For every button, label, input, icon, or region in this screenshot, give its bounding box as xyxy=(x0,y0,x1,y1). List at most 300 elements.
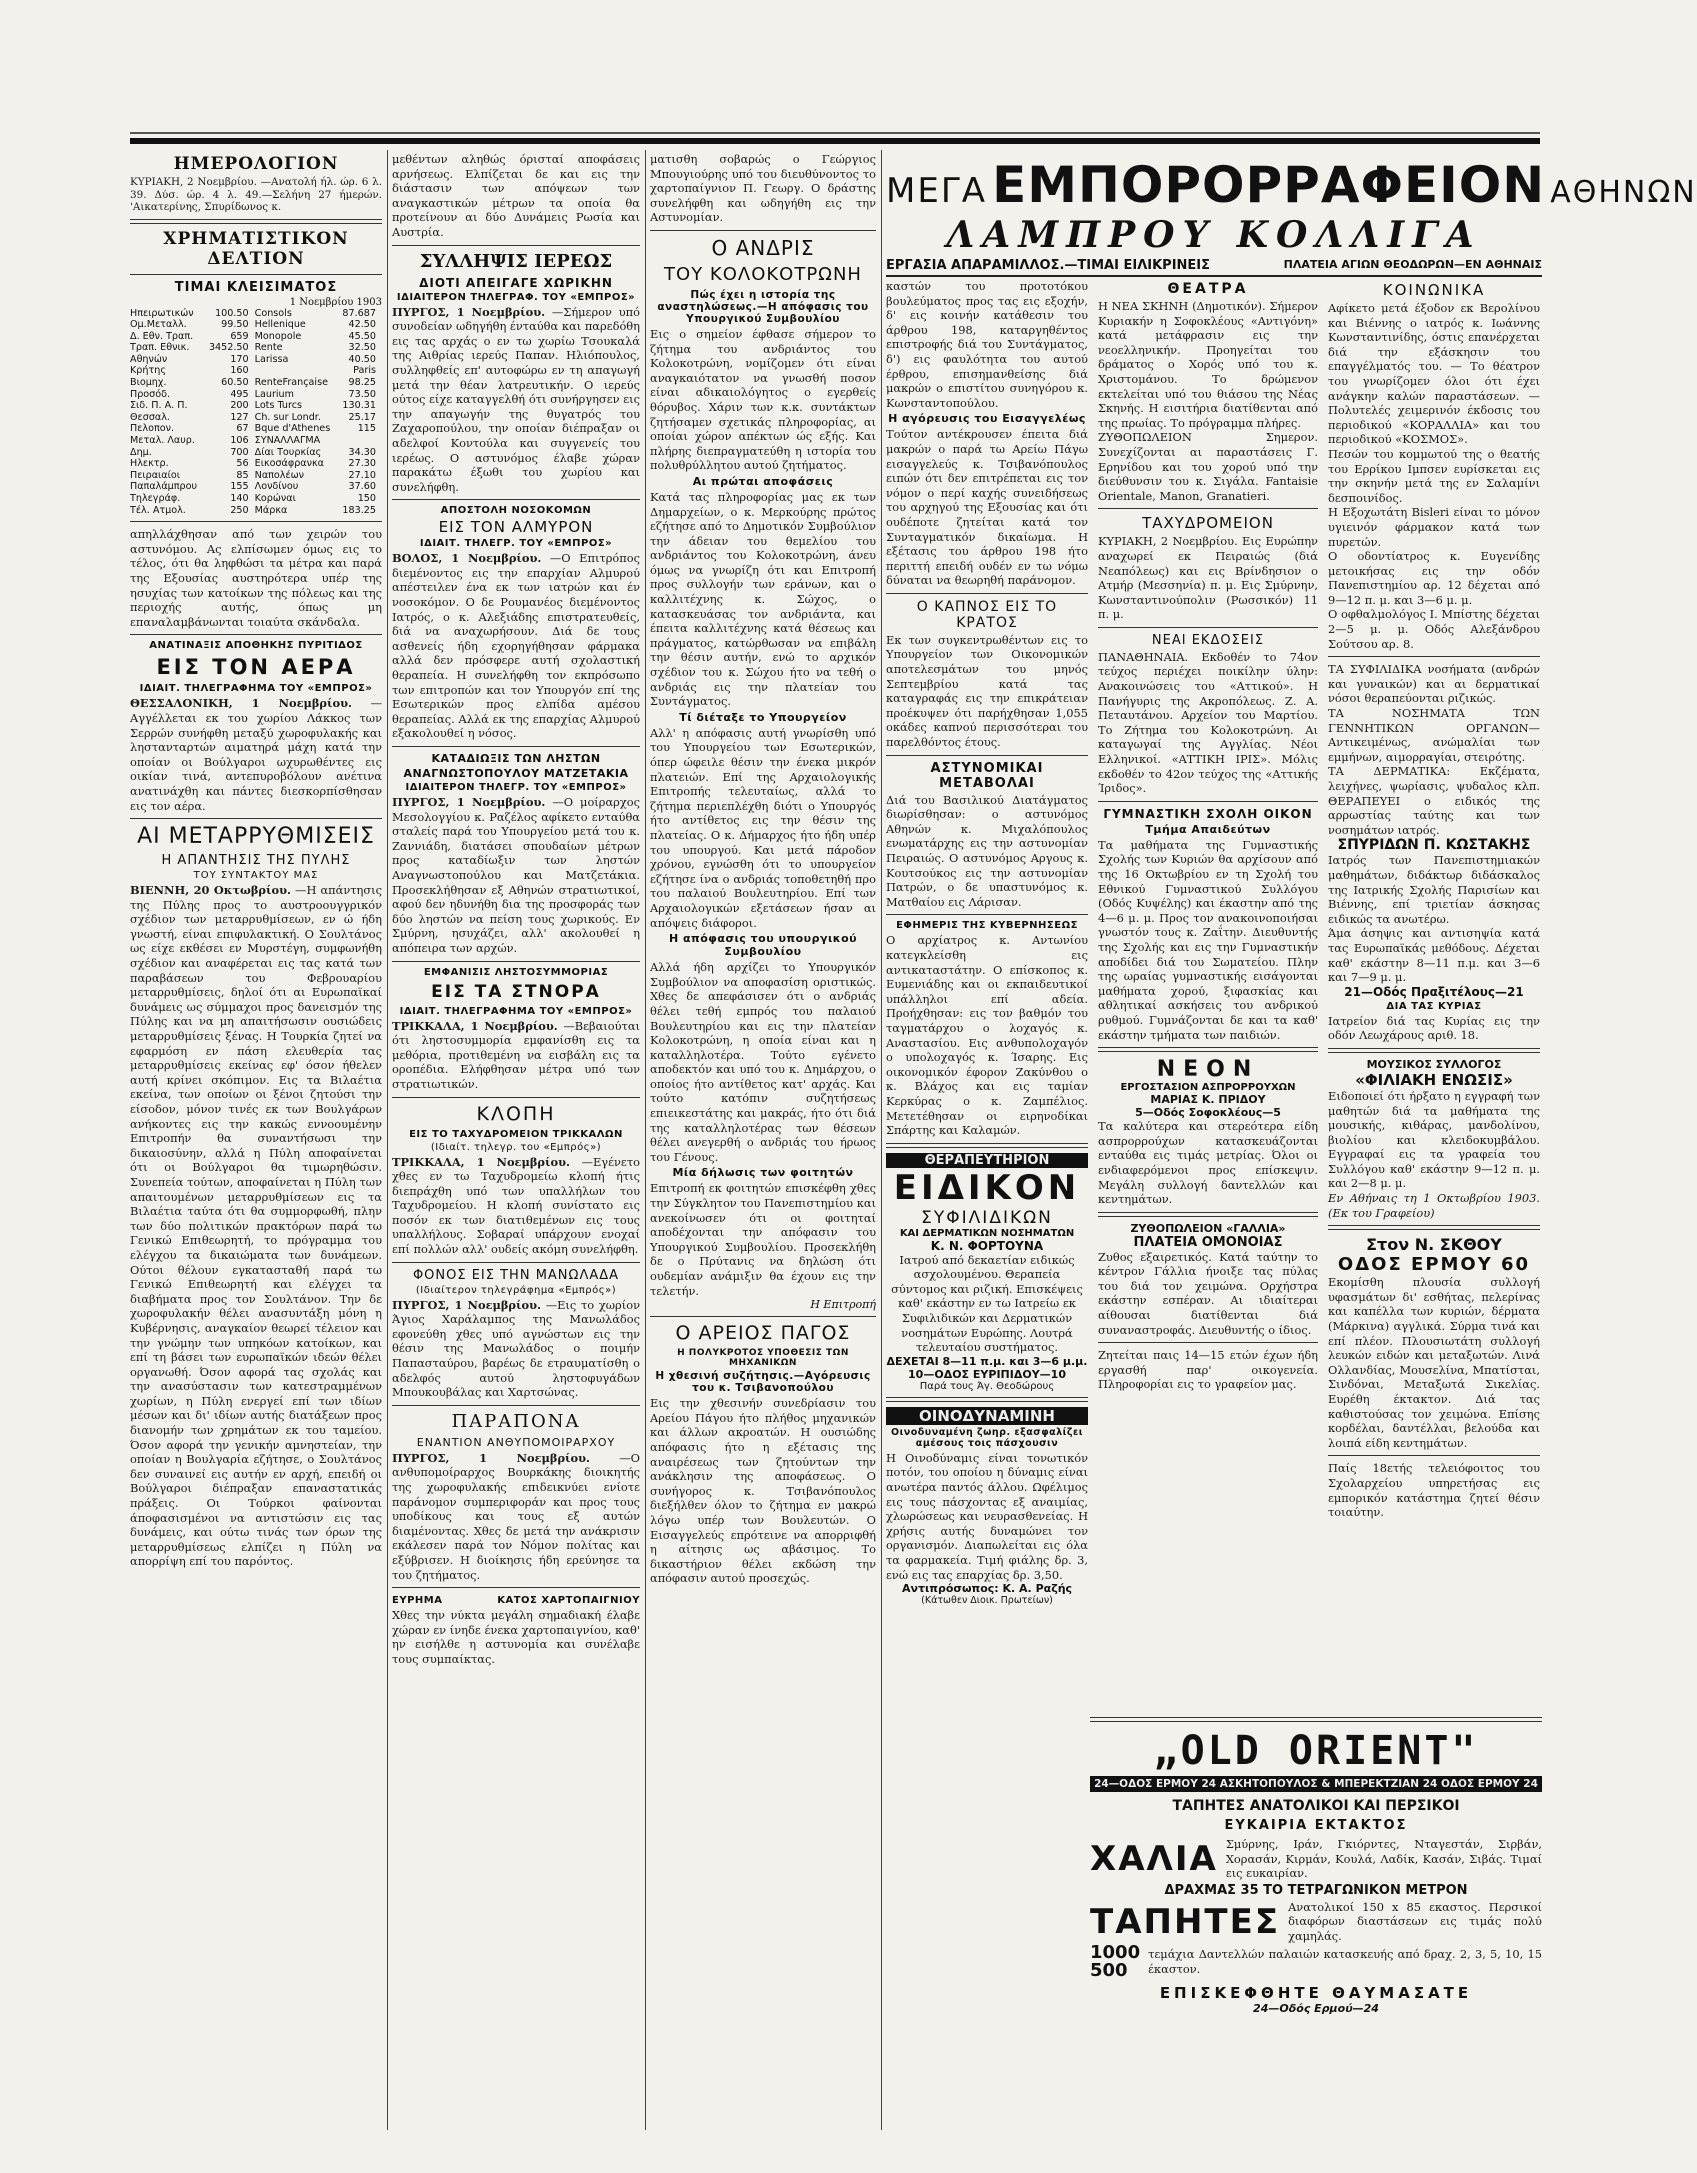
article-text: Αλλά ήδη αρχίζει το Υπουργικόν Συμβούλιον να αποφασίση οριστικώς. Χθες δε απεφάσισεν ότι ο ανδριάς θέλει τεθή εμπρός του παλαιού Βουλευτηρίου και εις την πλατείαν Κολοκοτρώνη, η οποία είναι και η καταλληλοτέρα. Τούτο εγένετο αποδεκτόν και υπό του κ. Δημάρχου, ο οποίος ήτο αντίθετος κατ' αρχάς. Και τούτο κατόπιν συζητήσεως επιεικεστάτης και μακράς, ήτο ότι διά της καταλληλοτέρας των θέσεων θέλει ανεγερθή ο ανδριάς του ήρωος του Γένους. xyxy=(650,960,876,1164)
ad-title: ΟΙΝΟΔΥΝΑΜΙΝΗ xyxy=(886,1407,1088,1425)
divider xyxy=(392,961,640,962)
headline: ΑΝΑΓΝΩΣΤΟΠΟΥΛΟΥ ΜΑΤΖΕΤΑΚΙΑ xyxy=(403,767,629,780)
dateline: ΤΡΙΚΚΑΛΑ, 1 Νοεμβρίου. xyxy=(392,1018,558,1033)
ad-text: Τα καλύτερα και στερεότερα είδη ασπρορρούχων κατασκευάζονται ενταύθα εις τιμάς μετρίας. Όλοι οι ενδιαφερόμενοι προς επίσκεψιν. Μεγάλη συλλογή δαντελλών και κεντημάτων. xyxy=(1098,1119,1318,1207)
article-text: Επιτροπή εκ φοιτητών επισκέφθη χθες την Σύγκλητον του Πανεπιστημίου και ανεκοίνωσεν ότι οι φοιτηταί αποδέχονται την απόφασιν του Υπουργικού Συμβουλίου. Προσεκλήθη δε ο Πρύτανις να δηλώση ότι ουδεμίαν ανάμιξιν θα έχουν εις την τελετήν. xyxy=(650,1181,876,1298)
advertisement-clinic xyxy=(886,1153,1088,1392)
advertisement-old-orient xyxy=(1090,1712,1542,2015)
headline: ΤΑΧΥΔΡΟΜΕΙΟΝ xyxy=(1142,514,1274,533)
subheadline: ΙΔΙΑΙΤ. ΤΗΛΕΓΡΑΦΗΜΑ ΤΟΥ «ΕΜΠΡΟΣ» xyxy=(139,683,373,695)
headline: ΚΛΟΠΗ xyxy=(476,1102,556,1125)
headline: ΔΙΟΤΙ ΑΠΕΙΓΑΓΕ ΧΩΡΙΚΗΝ xyxy=(419,275,613,290)
article-text: ματισθη σοβαρώς ο Γεώργιος Μπουγιούρης υπό του διευθύνοντος το χαρτοπαίγνιον Π. Γεωργ. Ο δράστης συνελήφθη και ωδηγήθη εις την Αστυνομίαν. xyxy=(650,152,876,225)
divider xyxy=(130,521,382,522)
divider xyxy=(1328,656,1540,657)
ad-row xyxy=(1090,1900,1542,1944)
article-text: Ιατρός των Πανεπιστημιακών μαθημάτων, διδάκτωρ διδάσκαλος της Ιατρικής Σχολής Παρισίων και Βιέννης, επί τριετίαν άσκησας ειδικώς τα ανωτέρω. xyxy=(1328,853,1540,926)
headline: ΚΑΤΟΣ ΧΑΡΤΟΠΑΙΓΝΙΟΥ xyxy=(497,1595,640,1607)
column-rule xyxy=(881,150,882,2130)
price-cell: 130.31 xyxy=(342,400,376,412)
price-cell: Μεταλ. Λαυρ. xyxy=(130,435,195,447)
ad-title: ΜΟΥΣΙΚΟΣ ΣΥΛΛΟΓΟΣ xyxy=(1366,1057,1502,1071)
divider xyxy=(886,1143,1088,1148)
prices-table xyxy=(130,308,382,517)
article-text: —Ο Επιτρόπος διεμένοντος εις την επαρχίαν Αλμυρού απέστειλεν ένα εκ των ιατρών και έν νοσοκόμον. Ο δε Ρουμανέος διεμένοντος Ιατρός, ο κ. Αλεξιάδης επιστρατευθείς, διά να αναχωρήσουν. Διά δε τους ασθενείς ήδη εχορηγήθησαν φάρμακα αλλά δεν πρόσφερε αυτή σχολαστική θεραπεία. Η συνελήφθη τον εκπρόσωπο των επιτροπών και τον Υπουργόν επί της Εσωτερικών προς ελπίδα αμέσου θεραπείας. Αλλά εκ της επαρχίας Αλμυρού εξακολουθεί η νόσος. xyxy=(392,551,641,741)
price-row xyxy=(130,505,382,517)
price-cell: 115 xyxy=(357,423,376,435)
article-text: ΤΑ ΣΥΦΙΛΙΔΙΚΑ νοσήματα (ανδρών και γυναικών) και αι δερματικαί νόσοι θεραπεύονται ριζικώς. xyxy=(1328,662,1540,706)
price-row xyxy=(130,400,382,412)
column-4 xyxy=(886,152,1697,2015)
article-text: Πεσών του κομμωτού της ο θεατής του Ερρίκου Ιμπσεν ευρίσκεται εις την σκηνήν μετά της εν Σαλαμίνι δεσποινίδος. xyxy=(1328,446,1540,505)
top-rule-thin xyxy=(130,132,1540,134)
article-text: μεθέντων αληθώς όρισταί αποφάσεις αρνήσεως. Ελπίζεται δε και εις την διάστασιν των απόψεων των αναγκαστικών μέτρων τα οποία θα προτείνουν αι δύο Δυνάμεις Ρωσία και Αυστρία. xyxy=(392,152,640,239)
advertisement-linen xyxy=(1098,1057,1318,1207)
ad-title: ΤΑΠΗΤΕΣ xyxy=(1090,1901,1281,1942)
article-text: Η ΝΕΑ ΣΚΗΝΗ (Δημοτικόν). Σήμερον Κυριακήν η Σοφοκλέους «Αντιγόνη» κατά μετάφρασιν εις την νεοελληνικήν. Προηγείται του δράματος ο Χορός υπό του κ. Χριστομάνου. Το δρώμενον εκτελείται υπό του θιάσου της Νέας Σκηνής. Η εισιτήρια διατίθενται από της πρωίας. Το πρόγραμμα πλήρες. xyxy=(1098,299,1318,430)
ad-address: 24—ΟΔΟΣ ΕΡΜΟΥ 24 ΑΣΚΗΤΟΠΟΥΛΟΣ & ΜΠΕΡΕΚΤΖΙΑΝ 24 ΟΔΟΣ ΕΡΜΟΥ 24 xyxy=(1090,1776,1542,1792)
price-cell: 200 xyxy=(230,400,249,412)
price-cell: Rente xyxy=(254,342,283,354)
ad-title: „OLD ORIENT" xyxy=(1153,1728,1479,1774)
price-cell: 98.25 xyxy=(348,377,376,389)
column-3 xyxy=(650,152,876,1586)
ad-text: Η Οινοδύναμις είναι τονωτικόν ποτόν, του οποίου η δύναμις είναι ανωτέρα παντός άλλου. Ωφέλιμος εις τους πάσχοντας εξ αναιμίας, χλωρώσεως και νευρασθενείας. Η χρήσις αυτής δυναμώνει τον οργανισμόν. Διαπωλείται εις όλα τα φαρμακεία. Τιμή φιάλης δρ. 3, ενώ εις τας επαρχίας δρ. 3,50. xyxy=(886,1450,1088,1582)
price-row xyxy=(130,354,382,366)
headline: ΚΑΤΑΔΙΩΞΙΣ ΤΩΝ ΛΗΣΤΩΝ xyxy=(431,752,601,765)
section-heading: Η αγόρευσις του Εισαγγελέως xyxy=(888,412,1086,426)
headline: ΑΝΑΤΙΝΑΞΙΣ ΑΠΟΘΗΚΗΣ ΠΥΡΙΤΙΔΟΣ xyxy=(149,640,363,652)
ad-title: ΜΑΡΙΑΣ Κ. ΠΡΙΔΟΥ xyxy=(1150,1093,1266,1107)
advertisement-wine xyxy=(886,1407,1088,1606)
price-cell: Κορώναι xyxy=(254,493,296,504)
divider xyxy=(1098,1212,1318,1217)
price-cell: Πειραιαίοι xyxy=(130,469,180,481)
divider xyxy=(392,746,640,747)
price-row xyxy=(130,458,382,470)
price-cell: 183.25 xyxy=(342,504,376,516)
article-text: Άμα άσηψις και αντισηψία κατά τας Ευρωπαϊκάς μεθόδους. Δέχεται καθ' εκάστην 8—11 π.μ. και 3—6 και 7—9 μ. μ. xyxy=(1328,926,1540,985)
article-text: Εις ο σημείον έφθασε σήμερον το ζήτημα του ανδριάντος του Κολοκοτρώνη, νομίζομεν ότι είναι αναγκαιότατον να γνωσθή ποσον είναι αδικαιολόγητος ο εγερθείς θόρυβος. Χάριν των κ.κ. συντάκτων ζητήσαμεν σχετικάς πληροφορίας, αι οποίαι χώρον απέκτων ώς εξής. Και πλήρης διεπραγματεύθη η ιστορία του πολυθρύλλητου αυτού ζητήματος. xyxy=(650,326,876,473)
ad-text: Ανατολικοί 150 x 85 εκαστος. Περσικοί διαφόρων διαστάσεων εις τιμάς πολύ χαμηλάς. xyxy=(1288,1899,1542,1943)
divider xyxy=(392,1262,640,1263)
price-row xyxy=(130,377,382,389)
price-row xyxy=(130,481,382,493)
headline: ΕΙΣ ΤΟ ΤΑΧΥΔΡΟΜΕΙΟΝ ΤΡΙΚΚΑΛΩΝ xyxy=(409,1128,623,1140)
classified-text: Παίς 18ετής τελειόφοιτος του Σχολαρχείου υπηρετήσας εις εμπορικόν κατάστημα ζητεί θέσιν τοιαύτην. xyxy=(1328,1461,1540,1520)
price-cell: Τραπ. Εθνικ. xyxy=(130,342,190,354)
dateline: ΤΡΙΚΚΑΛΑ, 1 Νοεμβρίου. xyxy=(392,1154,570,1169)
ad-number: 500 xyxy=(1090,1959,1128,1981)
subheadline: ΙΔΙΑΙΤΕΡΟΝ ΤΗΛΕΓΡ. ΤΟΥ «ΕΜΠΡΟΣ» xyxy=(405,782,627,793)
dateline: ΠΥΡΓΟΣ, 1 Νοεμβρίου. xyxy=(392,795,546,809)
section-heading: Μία δήλωσις των φοιτητών xyxy=(672,1166,854,1180)
price-cell: Ηλεκτρ. xyxy=(130,458,169,470)
divider xyxy=(886,914,1088,915)
section-heading: Αι πρώται αποφάσεις xyxy=(692,474,834,488)
article-text: ΚΥΡΙΑΚΗ, 2 Νοεμβρίου. Εις Ευρώπην αναχωρεί εκ Πειραιώς (διά Νεαπόλεως) και εις Βρίνδησιον ο Ατμήρ (Μεσσηνία) π. μ. Εις Σμύρνην, Κωνσταντινούπολιν (Ρωσσικόν) 11 π. μ. xyxy=(1098,534,1318,622)
price-cell: ΣΥΝΑΛΛΑΓΜΑ xyxy=(254,435,321,447)
ad-text: Ιατρού από δεκαετίαν ειδικώς ασχολουμένου. Θεραπεία σύντομος και ριζική. Επισκέψεις καθ' εκάστην εν τω Ιατρείω εκ Συφιλιδικών και Δερματικών νοσημάτων Ευρώπης. Λουτρά τελευταίου συστήματος. xyxy=(891,1252,1083,1355)
price-cell xyxy=(255,365,339,377)
subheadline: (Ιδιαίτερον τηλεγράφημα «Εμπρός») xyxy=(415,1284,617,1296)
ad-title: ΖΥΘΟΠΩΛΕΙΟΝ «ΓΑΛΛΙΑ» xyxy=(1130,1221,1286,1235)
price-cell: Προσόδ. xyxy=(130,388,171,400)
price-cell: 27.30 xyxy=(348,458,376,470)
top-rule xyxy=(130,138,1540,144)
address: 21—Οδός Πραξιτέλους—21 xyxy=(1344,984,1524,999)
price-row xyxy=(130,412,382,424)
masthead-address: ΠΛΑΤΕΙΑ ΑΓΙΩΝ ΘΕΟΔΩΡΩΝ—ΕΝ ΑΘΗΝΑΙΣ xyxy=(1283,258,1542,271)
price-cell: Δίαι Τουρκίας xyxy=(254,446,322,458)
headline: ΦΟΝΟΣ ΕΙΣ ΤΗΝ ΜΑΝΩΛΑΔΑ xyxy=(412,1267,620,1283)
headline: ΕΦΗΜΕΡΙΣ ΤΗΣ ΚΥΒΕΡΝΗΣΕΩΣ xyxy=(896,920,1078,932)
price-row xyxy=(130,365,382,377)
price-cell: Παπαλάμπρου xyxy=(130,481,198,493)
divider xyxy=(392,245,640,246)
article-text: Διά του Βασιλικού Διατάγματος διωρίσθησαν: ο αστυνόμος Αθηνών κ. Μιχαλόπουλος ενωματάρχης εις την αστυνομίαν Πειραιώς. Ο αστυνόμος Αργους κ. Κουτσούκος εις την αστυνομίαν Πατρών, ο δε υπαστυνόμος κ. Ματθαίου εις Λάρισαν. xyxy=(886,792,1088,909)
headline: ΑΣΤΥΝΟΜΙΚΑΙ ΜΕΤΑΒΟΛΑΙ xyxy=(930,760,1044,791)
dateline: ΒΙΕΝΝΗ, 20 Οκτωβρίου. xyxy=(130,883,291,898)
section-heading: Τί διέταξε το Υπουργείον xyxy=(679,710,847,724)
price-row xyxy=(130,308,382,320)
divider xyxy=(1328,1048,1540,1053)
price-cell: Lots Turcs xyxy=(254,400,302,412)
article-text: —Σήμερον υπό συνοδείαν ωδηγήθη ένταύθα και παρεδόθη εις τας αρχάς ο εν τω χωρίω Τσουκαλά της Αιθρίας ιερεύς Παπαν. Ηλιόπουλος, συλληφθείς επ' αυτοφώρω εν τη απαγωγή μετά την θέαν λατρευτικήν. Ο ιερεύς ούτος είχε καταγγελθή ότι συνήργησεν εις την απαγωγήν της θυγατρός του Ζαχαροπούλου, την οποίαν διέπραξαν οι αδελφοί Κοντούλα και συγγενείς του ιερέως. Ο αστυνόμος έλαβε χώραν παρακάτω έξωθι του χωρίου και συνελήφθη. xyxy=(392,304,640,494)
divider xyxy=(130,219,382,224)
headline: ΣΥΛΛΗΨΙΣ ΙΕΡΕΩΣ xyxy=(419,250,613,272)
divider xyxy=(1098,801,1318,802)
article-text: Ο οδοντίατρος κ. Ευγενίδης μετοικήσας εις την οδόν Πανεπιστημίου αρ. 12 δέχεται από 9—12 π. μ. και 3—6 μ. μ. xyxy=(1328,549,1540,607)
headline: ΓΥΜΝΑΣΤΙΚΗ ΣΧΟΛΗ ΟΙΚΟΝ xyxy=(1103,806,1313,821)
price-row xyxy=(130,423,382,435)
column-4-body xyxy=(886,279,1542,1606)
subheadline: (Ιδιαίτ. τηλεγρ. του «Εμπρός») xyxy=(430,1141,602,1153)
masthead-row xyxy=(886,258,1542,277)
ad-text: Ζυθος εξαιρετικός. Κατά ταύτην το κέντρον Γάλλια ήνοιξε τας πύλας του διά τον χειμώνα. Ορχήστρα εκάστην εσπέραν. Αι ιδιαίτεραι αίθουσαι διατίθενται διά συναναστροφάς. Διευθυντής ο ίδιος. xyxy=(1098,1249,1318,1337)
ad-number: 1000 xyxy=(1090,1941,1141,1963)
headline: ΝΕΑΙ ΕΚΔΟΣΕΙΣ xyxy=(1151,632,1265,648)
subheadline: Πώς έχει η ιστορία της αναστηλώσεως.—Η απόφασις του Υπουργικού Συμβουλίου xyxy=(657,288,869,325)
price-cell: Πελοπον. xyxy=(130,423,175,435)
divider xyxy=(886,755,1088,756)
dateline: ΠΥΡΓΟΣ, 1 Νοεμβρίου. xyxy=(392,1297,541,1312)
divider xyxy=(650,230,876,231)
article-text: Χθες την νύκτα μεγάλη σημαδιακή έλαβε χώραν εν ίνηδε ένεκα χαρτοπαιγνίου, καθ' ην εισήλθε η αστυνομία και συνέλαβε τους συμπαίκτας. xyxy=(392,1608,640,1666)
divider xyxy=(1098,1047,1318,1052)
price-row xyxy=(130,389,382,401)
ad-title: ΝΕΟΝ xyxy=(1156,1057,1260,1083)
headline: Ο ΑΡΕΙΟΣ ΠΑΓΟΣ xyxy=(675,1322,851,1345)
headline: ΚΟΙΝΩΝΙΚΑ xyxy=(1382,281,1486,299)
ad-subtitle: Οινοδυναμένη ζωηρ. εξασφαλίζει αμέσους τοις πάσχουσιν xyxy=(891,1426,1083,1449)
masthead-word: ΑΘΗΝΩΝ xyxy=(1550,175,1697,210)
price-cell: Ομ.Μεταλλ. xyxy=(130,319,187,331)
ad-title: «ΦΙΛΙΑΚΗ ΕΝΩΣΙΣ» xyxy=(1355,1070,1513,1089)
price-cell: 170 xyxy=(230,353,249,365)
headline: Η ΑΠΑΝΤΗΣΙΣ ΤΗΣ ΠΥΛΗΣ xyxy=(161,853,351,869)
headline: ΑΠΟΣΤΟΛΗ ΝΟΣΟΚΟΜΩΝ xyxy=(440,505,592,517)
price-cell: 250 xyxy=(230,504,249,516)
price-cell: Ναπολέων xyxy=(254,469,305,481)
price-cell: Θεσσαλ. xyxy=(130,411,170,423)
masthead-slogan: ΕΡΓΑΣΙΑ ΑΠΑΡΑΜΙΛΛΟΣ.—ΤΙΜΑΙ ΕΙΛΙΚΡΙΝΕΙΣ xyxy=(886,258,1211,273)
column-1 xyxy=(130,152,382,1569)
ad-title: Στον Ν. ΣΚΘΟΥ xyxy=(1366,1235,1502,1255)
price-cell: Larissa xyxy=(254,353,289,365)
exchange-title: ΧΡΗΜΑΤΙΣΤΙΚΟΝ ΔΕΛΤΙΟΝ xyxy=(163,228,349,269)
masthead-title: ΕΜΠΟΡΟΡΡΑΦΕΙΟΝ xyxy=(992,156,1546,214)
subheadline: ΔΙΑ ΤΑΣ ΚΥΡΙΑΣ xyxy=(1386,1000,1482,1012)
divider xyxy=(392,1405,640,1406)
price-cell: 73.50 xyxy=(348,388,376,400)
ad-title: ΕΙΔΙΚΟΝ xyxy=(893,1167,1081,1208)
section-heading: Η απόφασις του υπουργικού Συμβουλίου xyxy=(668,932,858,959)
ad-title: ΕΡΓΟΣΤΑΣΙΟΝ ΑΣΠΡΟΡΡΟΥΧΩΝ xyxy=(1120,1082,1296,1094)
divider xyxy=(650,1316,876,1317)
subheadline: ΙΔΙΑΙΤΕΡΟΝ ΤΗΛΕΓΡΑΦ. ΤΟΥ «ΕΜΠΡΟΣ» xyxy=(396,291,636,303)
price-row xyxy=(130,331,382,343)
headline: Η ΠΟΛΥΚΡΟΤΟΣ ΥΠΟΘΕΣΙΣ ΤΩΝ ΜΗΧΑΝΙΚΩΝ xyxy=(677,1348,849,1369)
headline: ΕΙΣ ΤΑ ΣΤΝΟΡΑ xyxy=(431,981,601,1002)
ad-title: ΘΕΡΑΠΕΥΤΗΡΙΟΝ xyxy=(886,1153,1088,1168)
article-text: Η Εξοχωτάτη Bisleri είναι το μόνον υγιεινόν φάρμακον κατά των πυρετών. xyxy=(1328,505,1540,549)
price-cell: Μάρκα xyxy=(254,504,288,516)
classified-text: Ζητείται παις 14—15 ετών έχων ήδη εργασθή παρ' οικογενεία. Πληροφορίαι εις το γραφείον μας. xyxy=(1098,1348,1318,1392)
divider xyxy=(1098,627,1318,628)
price-cell: Κρήτης xyxy=(130,365,166,377)
ad-numbers xyxy=(1090,1941,1141,1981)
calendar-text: ΚΥΡΙΑΚΗ, 2 Νοεμβρίου. —Ανατολή ήλ. ώρ. 6 λ. 39. Δύσ. ώρ. 4 λ. 49.—Σελήνη 27 ήμερών. 'Αικατερίνης, Σπυρίδωνος κ. xyxy=(130,176,382,213)
price-cell: Ch. sur Londr. xyxy=(254,411,321,423)
dateline: ΠΥΡΓΟΣ, 1 Νοεμβρίου. xyxy=(392,304,546,319)
article-text: Εκ των συγκεντρωθέντων εις το Υπουργείον των Οικονομικών αποτελεσμάτων του μηνός Σεπτεμβρίου κατά τας καταγραφάς εις την επικράτειαν προέκυψεν ότι παρήχθησαν 1,055 οκάδες καπνού περισσότεραι του παρελθόντος έτους. xyxy=(886,632,1088,750)
price-row xyxy=(130,435,382,447)
headline: ΕΜΦΑΝΙΣΙΣ ΛΗΣΤΟΣΥΜΜΟΡΙΑΣ xyxy=(423,966,609,978)
headline: ΕΙΣ ΤΟΝ ΑΕΡΑ xyxy=(156,655,356,680)
headline: ΘΕΑΤΡΑ xyxy=(1167,281,1249,297)
masthead-word: ΜΕΓΑ xyxy=(886,171,988,211)
article-text: ΤΑ ΝΟΣΗΜΑΤΑ ΤΩΝ ΓΕΝΝΗΤΙΚΩΝ ΟΡΓΑΝΩΝ—Αντικειμένως, ανώμαλίαι των εμμήνων, αιμορραγίαι, στειρότης. xyxy=(1328,706,1540,764)
price-cell: Paris xyxy=(353,365,376,377)
column-rule xyxy=(645,150,646,2130)
article-text: καστών του προτοτόκου βουλεύματος προς τας εις εξοχήν, δ' εις κοινήν κατάθεσιν του άρθρου 198, καταργηθέντος επιστροφής διά του Συντάγματος, δ') εις φαυλότητα του αυτού έρθρου, επισημανθείσης διά μακρών ο επιστίτου συνηγόρου κ. Κωνσταντοπούλου. xyxy=(886,279,1088,410)
article-text: —Η απάντησις της Πύλης προς το αυστροουγγρικόν σχέδιον των μεταρρυθμίσεων, εν ώ ήδη γνωστή, είναι επιφυλακτική. Ο Σουλτάνος ως είχε εκθέσει εν Μυρστέγη, συμφωνήθη σχέδιον και αναφέρεται εις τας κατά των παραβάσεων του Φεβρουαρίου μεταρρυθμίσεις, δηλοί ότι αι Ευρωπαϊκαί δυνάμεις ως σύμμαχοι προς δανεισμόν της Πύλης και να μη απαιτήσωσιν ουσιώδεις μεταρρυθμίσεις ξένας. Η Τουρκία ζητεί να εφαρμόση εν πάση ελευθερία τας μεταρρυθμίσεις εκείνας εφ' όσον ήθελεν αυτή κρίνει σκόπιμον. Εις τα Βιλαέτια εκείνα, των οποίων οι ξένοι ζητούσι την είσοδον, μόνον τινές εκ των Βουλγάρων ανήκοντες εις την κακώς εννοουμένην Επιτροπήν θα συναντήσωσι την δικαιοσύνην, αλλά η Πύλη αποφαίνεται ότι οι Βούλγαροι θα τιμωρηθώσιν. Συνεπεία τούτων, αποφαίνεται η Πύλη των απαιτουμένων μεταρρυθμίσεων εις τα Βιλαέτια ταύτα ότι θα συμμορφωθή, πλην των δύο πολιτικών πρακτόρων παρά τω Γενικώ Επιθεωρητή, το πρόγραμμα του ελέγχου τα δικαιώματα των δυνάμεων. Ούτοι θέλουν εγκατασταθή παρά τω Γενικώ Επιθεωρητή και ελέγχει τα διαβήματα προς τον Σουλτάνον. Την δε χωροφυλακήν θέλει ανασυντάξη μόνη η Κυβέρνησις, αναγκαίον θεωρεί τέλειον και την γνώμην των υπηκόων κατοίκων, και επί τη βάσει των ευρωπαϊκών ιδεών θέλει οργανωθή. Όσον αφορά τας σχολάς και την ανασύστασιν των κατεστραμμένων χωρίων, η Πύλη ενεργεί επί των ιδίων μέσων και δι' ιδίων αυτής διατάξεων προς διανομήν των χρημάτων εκ του ταμείου. Όσον αφορά την γενικήν αμνηστείαν, την οποίαν η Βουλγαρία εζήτησε, ο Σουλτάνος δεν συναινεί εις αυτήν εν αρχή, επειδή οι Βούλγαροι διέπραξαν επαναστατικάς πράξεις. Οι Τούρκοι φαίνονται άποφασισμένοι να αντιστώσιν εις τας δυνάμεις, και ούτω τινάς των όρων της μεταρρυθμίσεως ελπίζει η Πύλη να απορρίψη επί του παρόντος. xyxy=(130,883,382,1569)
price-cell: 60.50 xyxy=(221,377,249,389)
price-cell: Τέλ. Ατμολ. xyxy=(130,504,186,516)
ad-note: Εν Αθήναις τη 1 Οκτωβρίου 1903. (Εκ του Γραφείου) xyxy=(1328,1191,1540,1220)
divider xyxy=(130,274,382,275)
divider xyxy=(1090,1717,1542,1722)
headline: ΕΝΑΝΤΙΟΝ ΑΝΘΥΠΟΜΟΙΡΑΡΧΟΥ xyxy=(416,1435,616,1449)
price-cell: 160 xyxy=(230,365,249,377)
ad-footer: ΕΠΙΣΚΕΦΘΗΤΕ ΘΑΥΜΑΣΑΤΕ xyxy=(1159,1983,1473,2002)
ad-address: 10—ΟΔΟΣ ΕΥΡΙΠΙΔΟΥ—10 xyxy=(908,1367,1066,1381)
price-cell: 3452.50 xyxy=(208,342,249,354)
price-cell: 140 xyxy=(230,493,249,504)
price-cell: 40.50 xyxy=(348,353,376,365)
subheadline: Τμήμα Απαιδεύτων xyxy=(1145,822,1271,836)
prices-date: 1 Νοεμβρίου 1903 xyxy=(289,296,382,308)
ad-sign: Αντιπρόσωπος: Κ. Α. Ραζής xyxy=(901,1582,1073,1596)
column-4c xyxy=(1328,279,1540,1606)
article-text: Τα μαθήματα της Γυμναστικής Σχολής των Κυριών θα αρχίσουν από της 16 Οκτωβρίου εν τη Σχολή του Εθνικού Γυμναστικού Συλλόγου (Οδός Κυψέλης) και έκαστην από της 4—6 μ. μ. Προς τον ανακοινοποιήσαι γνωστόν τους κ. Ζαΐτην. Διευθυντής της Σχολής και εις την Γυμναστικήν αποδίδει διά του Σωματείου. Πλην της ωραίας γυμναστικής εισάγονται μαθήματα χορού, ξιφασκίας και αθλητικαί ασκήσεις του ανδρικού ρυθμού. Γυμνάζονται δε και τα καθ' εκάστην τμήματα των παιδιών. xyxy=(1098,837,1318,1042)
ad-text: Ειδοποιεί ότι ήρξατο η εγγραφή των μαθητών διά τα μαθήματα της μουσικής, κιθάρας, μανδολίνου, βιολίου και κλειδοκυμβάλου. Εγγραφαί εις τα γραφεία του Συλλόγου καθ' εκάστην 9—12 π. μ. και 2—8 μ. μ. xyxy=(1328,1088,1540,1191)
divider xyxy=(886,593,1088,594)
signature: Η Επιτροπή xyxy=(810,1298,876,1312)
price-cell: Δημ. xyxy=(130,446,152,458)
prices-title: ΤΙΜΑΙ ΚΛΕΙΣΙΜΑΤΟΣ xyxy=(174,279,338,295)
column-2 xyxy=(392,152,640,1667)
price-cell: 495 xyxy=(230,388,249,400)
ad-note: (Κάτωθεν Διοικ. Πρωτείων) xyxy=(921,1595,1053,1607)
article-text: ΠΑΝΑΘΗΝΑΙΑ. Εκδοθέν το 74ον τεύχος περιέχει ποικίλην ύλην: Ανακοινώσεις του «Αττικού». Η Πανήγυρις της Ακροπόλεως. Ζ. Α. Πεταυτάνου. Αρχείον του Μαρτίου. Το Ζήτημα του Κολοκοτρώνη. Αι καταγωγαί της Αγγλίας. Νέοι Ελληνικοί. «ΑΤΤΙΚΗ ΙΡΙΣ». Μόλις εκδοθέν το 42ον τεύχος της «Αττικής Ίριδος». xyxy=(1098,649,1318,796)
article-text: ΤΑ ΔΕΡΜΑΤΙΚΑ: Εκζέματα, λειχήνες, ψωρίασις, ψυδαλος κλπ. ΘΕΡΑΠΕΥΕΙ ο ειδικός της αρρωστίας ταύτης και των νοσημάτων ιατρός. xyxy=(1328,764,1540,837)
article-text: Αλλ' η απόφασις αυτή γνωρίσθη υπό του Υπουργείου των Εσωτερικών, όπερ ώφειλε θέσιν την ένεκα μικρόν πλατειών. Επί της Αρχαιολογικής Επιτροπής τελευταίως, αλλά το ζήτημα περιεπλέχθη διότι ο Υπουργός ήτο αντίθετος εις την θέσιν της πλατείας. Ο κ. Δήμαρχος ήτο ήδη υπέρ του υπουργού. Και μετά πάροδον χρόνου, εγνώσθη ότι το υπουργείον εζήτησε ίνα ο ανδριάς τοποθετηθή προ του παλαιού Βουλευτηρίου. Επί των Αρχαιολογικών εξετάσεων ήσαν αι απόψεις διάφοροι. xyxy=(650,725,876,930)
price-cell: Αθηνών xyxy=(130,353,168,365)
price-cell: Monopole xyxy=(254,330,302,342)
article-text: Κατά τας πληροφορίας μας εκ των Δημαρχείων, ο κ. Μερκούρης πρώτος εζήτησε από το Δημοτικόν Συμβούλιον την άδειαν του θεμελίου του ανδριάντος του Κολοκοτρώνη, άνευ όμως να γνωρίζη ότι και Επιτροπή προς συλλογήν των εράνων, και ο καλλιτέχνης κ. Σώχος, ο κατασκευάσας τον ανδριάντα, και έπειτα καλλιτέχνης κατά θέσεως και πράγματος, κατώρθωσαν να επιβάλη την θέσιν αυτήν, ενώ το αρχικόν σχέδιον του κ. Σώχου ήτο να τεθή ο ανδριάς εις την πλατείαν του Συντάγματος. xyxy=(650,489,876,709)
divider xyxy=(130,634,382,635)
article-text: —Εις το χωρίον Άγιος Χαράλαμπος της Μανωλάδος εφονεύθη χθες υπό αγνώστων εις την θέσιν της Μανωλάδος ο ποιμήν Παπασταύρου, βαρέως δε ετραυματίσθη ο αδελφός αυτού ληστοφυγάδων Μπουκουβάλας και Χαρτσώνας. xyxy=(392,1297,640,1400)
price-cell: 659 xyxy=(230,330,249,342)
subheadline: ΙΔΙΑΙΤ. ΤΗΛΕΓΡ. ΤΟΥ «ΕΜΠΡΟΣ» xyxy=(419,538,613,550)
article-text: Ο οφθαλμολόγος Ι. Μπίστης δέχεται 2—5 μ. μ. Οδός Αλεξάνδρου Σούτσου αρ. 8. xyxy=(1328,607,1540,651)
price-cell: 99.50 xyxy=(221,319,249,331)
divider xyxy=(392,1587,640,1588)
price-cell: 87.687 xyxy=(342,307,376,319)
price-cell: 155 xyxy=(230,481,249,493)
price-cell: 45.50 xyxy=(348,330,376,342)
article-text: —Ο μοίραρχος Μεσολογγίου κ. Ραζέλος αφίκετο ενταύθα σταλείς παρά του Υπουργείου μετά του κ. Ζαννιάδη, διατάσει σπουδαίων μέτρων προς καταδίωξιν των ληστών Αναγνωστοπούλου και Ματζετάκια. Προσεκλήθησαν εξ Αθηνών στρατιωτικοί, αφού δεν ηδυνήθη δια της προσφοράς των δύο ληστών να πείση τους χωρικούς. Εν Σμύρνη, ησυχάζει, αλλ' ακολουθεί η απόπειρα των αρχών. xyxy=(392,795,640,955)
article-text: Εις την χθεσινήν συνεδρίασιν του Αρείου Πάγου ήτο πλήθος μηχανικών και άλλων ακροατών. Η ουσιώδης απόφασις ήτο η εξέτασις της αναιρέσεως των ζητούντων την ανάκλησιν της αποφάσεως. Ο συνήγορος κ. Τσιβανόπουλος διεξήλθεν όλον το ζήτημα εν μακρώ λόγω υπέρ των Βουλευτών. Ο Εισαγγελεύς επρότεινε να απορριφθή η αίτησις ως αβάσιμος. Το δικαστήριον θέλει εκδώση την απόφασιν αυτού προσεχώς. xyxy=(650,1396,876,1586)
price-cell: 56 xyxy=(236,458,249,470)
price-cell: Σιδ. Π. Α. Π. xyxy=(130,400,188,412)
divider xyxy=(130,818,382,819)
article-text: —Ο ανθυπομοίραρχος Βουρκάκης διοικητής της χωροφυλακής επιδεικνύει ενίοτε παράνομον συμπεριφοράν και προς τους υποδίκους και τους εξ αυτών διαμένοντας. Χθες δε μετά την ανάκρισιν εκάλεσεν παρά τον Νόμον πολίτας και εξύβρισεν. Η διοίκησις ήδη ερεύνησε τα του ζητήματος. xyxy=(392,1450,640,1582)
article-text: Τούτον αντέκρουσεν έπειτα διά μακρών ο παρά τω Αρείω Πάγω εισαγγελεύς κ. Τσιβανόπουλος ειπών ότι δεν επιτρέπεται εις τον νόμον ο περί καχής συνειδήσεως του αρχηγού της Εξουσίας και ότι ουδέποτε ζητείται κατά τον Συνταγματικόν δικαίωμα. Η εξέτασις του άρθρου 198 ήτο περιττή επειδή ουδέν εν τω νόμω δύναται να θεωρηθή παράνομον. xyxy=(886,427,1088,588)
price-cell: 67 xyxy=(236,423,249,435)
ad-title: ΧΑΛΙΑ xyxy=(1090,1838,1218,1879)
article-text: Ιατρείον διά τας Κυρίας εις την οδόν Λεωχάρους αριθ. 18. xyxy=(1328,1013,1540,1043)
headline: ΕΥΡΗΜΑ xyxy=(392,1595,443,1607)
article-text: ΖΥΘΟΠΩΛΕΙΟΝ Σημερον. Συνεχίζονται αι παραστάσεις Γ. Ερηνίδου και του χορού υπό την διεύθυνσιν του κ. Σιγάλα. Fantaisie Orientale, Manon, Granatieri. xyxy=(1098,430,1318,503)
ad-subtitle: ΚΑΙ ΔΕΡΜΑΤΙΚΩΝ ΝΟΣΗΜΑΤΩΝ xyxy=(899,1227,1075,1239)
article-text: Αφίκετο μετά έξοδον εκ Βερολίνου και Βιέννης ο ιατρός κ. Ιωάννης Κωνσταντινίδης, όστις επανέρχεται διά την εξάσκησιν του επαγγέλματός του. — Το θέατρον του γνωρίζομεν όλοι ότι έχει ανάγκην καλών παραστάσεων. — Πολυτελές χειμερινόν έκδοσις του περιοδικού «ΚΟΡΑΛΛΙΑ» και του περιοδικού «ΚΟΣΜΟΣ». xyxy=(1328,301,1540,447)
column-rule xyxy=(387,150,388,2130)
headline: ΑΙ ΜΕΤΑΡΡΥΘΜΙΣΕΙΣ xyxy=(137,824,375,850)
price-cell: Laurium xyxy=(254,388,294,400)
headline: ΤΟΥ ΚΟΛΟΚΟΤΡΩΝΗ xyxy=(664,263,862,285)
ad-address: ΟΔΟΣ ΕΡΜΟΥ 60 xyxy=(1337,1254,1531,1276)
ad-subtitle: ΣΥΦΙΛΙΔΙΚΩΝ xyxy=(921,1207,1053,1228)
ad-text: τεμάχια Δαντελλών παλαιών κατασκευής από δραχ. 2, 3, 5, 10, 15 έκαστον. xyxy=(1148,1946,1542,1976)
ad-row xyxy=(1090,1837,1542,1881)
ad-row xyxy=(1090,1941,1542,1981)
ad-doctor: Κ. Ν. ΦΟΡΤΟΥΝΑ xyxy=(930,1238,1044,1253)
article-text: —Βεβαιούται ότι ληστοσυμμορία εμφανίσθη εις τα μεθόρια, προτιθεμένη να εισβάλη εις τα οροπέδια. Ελήφθησαν μέτρα υπό των στρατιωτικών. xyxy=(392,1018,640,1091)
divider xyxy=(886,1397,1088,1402)
headline-row xyxy=(392,1593,640,1608)
article-text: —Αγγέλλεται εκ του χωρίου Λάκκος των Σερρών συνήφθη μεταξύ χωροφυλακής και ληστανταρτών αιματηρά μάχη κατά την οποίαν οι Βούλγαροι ωχυρωθέντες εις οικίαν τινά, αντεπυροβόλουν ανέτινα ανατινάχθη και πάντες διεσκορπίσθησαν εις τον αέρα. xyxy=(130,696,382,813)
subheadline: ΙΔΙΑΙΤ. ΤΗΛΕΓΡΑΦΗΜΑ ΤΟΥ «ΕΜΠΡΟΣ» xyxy=(399,1005,633,1017)
masthead-name: ΛΑΜΠΡΟΥ ΚΟΛΛΙΓΑ xyxy=(946,214,1482,256)
ad-hours: ΔΕΧΕΤΑΙ 8—11 π.μ. και 3—6 μ.μ. xyxy=(886,1354,1088,1368)
price-cell: Bque d'Athenes xyxy=(254,423,331,435)
price-cell: 700 xyxy=(230,446,249,458)
headline: Ο ΑΝΔΡΙΣ xyxy=(711,235,815,260)
masthead xyxy=(886,156,1697,214)
price-cell: Ηπειρωτικών xyxy=(130,307,194,319)
divider xyxy=(392,499,640,500)
price-row xyxy=(130,447,382,459)
ad-title: ΠΛΑΤΕΙΑ ΟΜΟΝΟΙΑΣ xyxy=(1133,1234,1283,1250)
price-cell: 127 xyxy=(230,411,249,423)
divider xyxy=(1098,1342,1318,1343)
price-cell: Εικοσάφρανκα xyxy=(254,458,324,470)
calendar-title: ΗΜΕΡΟΛΟΓΙΟΝ xyxy=(173,154,339,174)
price-cell: 100.50 xyxy=(215,307,249,319)
price-cell: 34.30 xyxy=(348,446,376,458)
price-cell: 42.50 xyxy=(348,319,376,331)
headline: ΕΙΣ ΤΟΝ ΑΛΜΥΡΟΝ xyxy=(438,518,594,537)
advertisement-brewery xyxy=(1098,1222,1318,1338)
ad-price: ΔΡΑΧΜΑΣ 35 ΤΟ ΤΕΤΡΑΓΩΝΙΚΟΝ ΜΕΤΡΟΝ xyxy=(1164,1882,1468,1898)
subheadline: Η χθεσινή συζήτησις.—Αγόρευσις του κ. Τσιβανοπούλου xyxy=(655,1370,871,1395)
dateline: ΒΟΛΟΣ, 1 Νοεμβρίου. xyxy=(392,551,542,566)
price-cell: Βιομηχ. xyxy=(130,377,167,389)
subheadline: ΤΟΥ ΣΥΝΤΑΚΤΟΥ ΜΑΣ xyxy=(193,870,319,882)
price-cell: Hellenique xyxy=(254,319,306,331)
price-row xyxy=(130,319,382,331)
column-4a xyxy=(886,279,1088,1606)
article-text: Ο αρχίατρος κ. Αντωνίου κατεγκλείσθη εις αντικαταστάτην. Ο επίσκοπος κ. Ευμενιάδης και οι εκπαιδευτικοί υπάλληλοι επί αδεία. Προήχθησαν: εις τον βαθμόν του ταγματάρχου ο λοχαγός κ. Αναστασίου. Εις ανθυπολοχαγόν ο υπολοχαγός κ. Ίσαρης. Εις οικονομικόν έφορον Ζακύνθου ο κ. Βλάχος και εις ταμίαν Κερκύρας ο κ. Ζαμπέλιος. Μετετέθησαν οι ειρηνοδίκαι Σπάρτης και Καλαμών. xyxy=(886,933,1088,1138)
price-cell: 32.50 xyxy=(348,342,376,354)
price-cell: 27.10 xyxy=(348,469,376,481)
price-cell: Λονδίνου xyxy=(254,481,299,493)
price-row xyxy=(130,342,382,354)
price-row xyxy=(130,470,382,482)
divider xyxy=(1328,1225,1540,1230)
ad-note: Παρά τους Άγ. Θεοδώρους xyxy=(919,1380,1055,1392)
price-cell: 37.60 xyxy=(348,481,376,493)
price-row xyxy=(130,493,382,505)
headline: ΠΑΡΑΠΟΝΑ xyxy=(451,1410,581,1432)
dateline: ΘΕΣΣΑΛΟΝΙΚΗ, 1 Νοεμβρίου. xyxy=(130,696,352,711)
price-cell: Consols xyxy=(254,307,292,319)
price-cell xyxy=(338,435,382,447)
price-cell: Τηλεγράφ. xyxy=(130,493,181,504)
divider xyxy=(392,1097,640,1098)
ad-subtitle: ΤΑΠΗΤΕΣ ΑΝΑΤΟΛΙΚΟΙ ΚΑΙ ΠΕΡΣΙΚΟΙ xyxy=(1172,1798,1460,1814)
ad-address: 5—Οδός Σοφοκλέους—5 xyxy=(1135,1106,1281,1120)
doctor-name: ΣΠΥΡΙΔΩΝ Π. ΚΩΣΤΑΚΗΣ xyxy=(1337,837,1531,854)
ad-text: Σμύρνης, Ιράν, Γκιόρντες, Νταγεστάν, Σιρβάν, Χορασάν, Κιρμάν, Κουλά, Λαδίκ, Κασάν, Σιβάς. Τιμαί εις ευκαιρίαν. xyxy=(1225,1837,1542,1881)
article-text: απηλλάχθησαν από των χειρών του αστυνόμου. Ας ελπίσωμεν όμως εις το τέλος, ότι θα ληφθώσι τα μέτρα και παρά της Εξουσίας αυστηρότερα υπέρ της ησυχίας των κατοίκων της πόλεως και της περιοχής αυτής, όπως μη επαναλαμβάνωνται τοιαύτα σκάνδαλα. xyxy=(130,527,382,629)
price-cell: 150 xyxy=(357,493,376,504)
column-4b xyxy=(1098,279,1318,1606)
ad-text: Εκομίσθη πλουσία συλλογή υφασμάτων δι' εσθήτας, πελερίνας και καπέλλα των κυριών, δέρματα (Μάρκινα) αγγλικά. Σύρμα τινά και επί πλέον. Πλουσιωτάτη συλλογή λευκών ειδών και μεταξωτών. Λινά Ολλανδίας, Μουσελίνα, Μπατίσται, Σινδόναι, Μεταξωτά Σικελίας. Ευρέθη έκτακτον. Διά τας καθιστούσας τον χειμώνα. Επίσης κορδέλαι, δαντέλλαι, βελούδα και λοιπά είδη κεντημάτων. xyxy=(1328,1275,1540,1450)
ad-footer: 24—Οδός Ερμού—24 xyxy=(1253,2001,1379,2015)
dateline: ΠΥΡΓΟΣ, 1 Νοεμβρίου. xyxy=(392,1450,590,1465)
price-cell: 85 xyxy=(236,469,249,481)
article-text: —Εγένετο χθες εν τω Ταχυδρομείω κλοπή ήτις διεπράχθη υπό των υπαλλήλων του Ταχυδρομείου. Η κλοπή συνίστατο εις ποσόν εκ των διατιθεμένων εις τους υπαλλήλους. Σοβαραί υπάρχουν ενοχαί επί πολλών αλλ' ουδείς ακόμη συνελήφθη. xyxy=(392,1154,640,1257)
divider xyxy=(1098,508,1318,509)
price-cell: 106 xyxy=(230,435,249,447)
price-cell: 25.17 xyxy=(348,411,376,423)
divider xyxy=(1328,1455,1540,1456)
price-cell: Δ. Εθν. Τραπ. xyxy=(130,330,194,342)
